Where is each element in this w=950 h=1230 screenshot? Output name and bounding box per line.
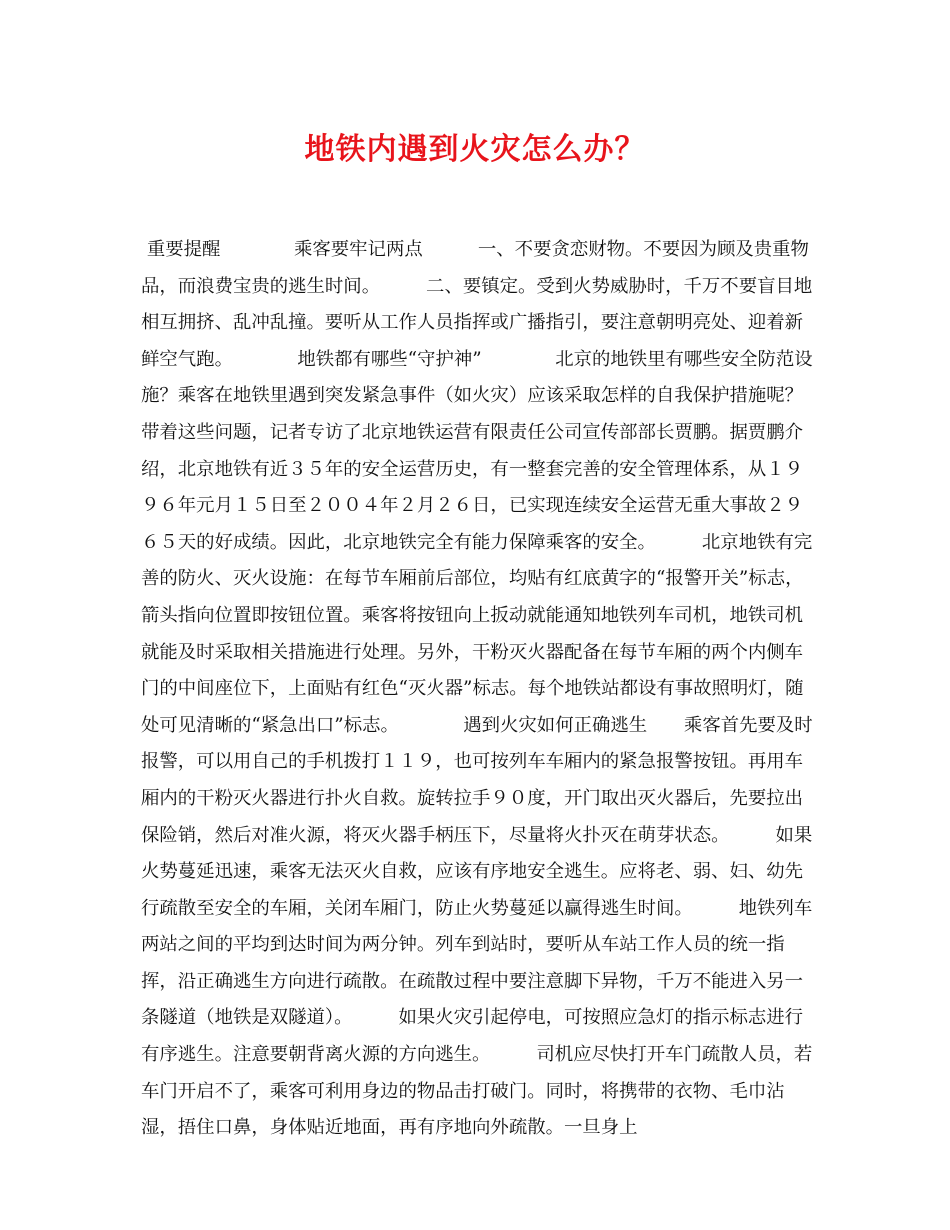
document-body: 重要提醒 乘客要牢记两点 一、不要贪恋财物。不要因为顾及贵重物品，而浪费宝贵的逃生时间。 二、要镇定。受到火势威胁时，千万不要盲目地相互拥挤、乱冲乱撞。要听从工作人员指挥或广播指引，要注意朝明亮处、迎着新鲜空气跑。 地铁都有哪些“守护神” 北京的地铁里有哪些安全防范设施？乘客在地铁里遇到突发紧急事件（如火灾）应该采取怎样的自我保护措施呢？带着这些问题，记者专访了北京地铁运营有限责任公司宣传部部长贾鹏。据贾鹏介绍，北京地铁有近３５年的安全运营历史，有一整套完善的安全管理体系，从１９９６年元月１５日至２００４年２月２６日，已实现连续安全运营无重大事故２９６５天的好成绩。因此，北京地铁完全有能力保障乘客的安全。 北京地铁有完善的防火、灭火设施：在每节车厢前后部位，均贴有红底黄字的“报警开关”标志，箭头指向位置即按钮位置。乘客将按钮向上扳动就能通知地铁列车司机，地铁司机就能及时采取相关措施进行处理。另外，干粉灭火器配备在每节车厢的两个内侧车门的中间座位下，上面贴有红色“灭火器”标志。每个地铁站都设有事故照明灯，随处可见清晰的“紧急出口”标志。 遇到火灾如何正确逃生 乘客首先要及时报警，可以用自己的手机拨打１１９，也可按列车车厢内的紧急报警按钮。再用车厢内的干粉灭火器进行扑火自救。旋转拉手９０度，开门取出灭火器后，先要拉出保险销，然后对准火源，将灭火器手柄压下，尽量将火扑灭在萌芽状态。 如果火势蔓延迅速，乘客无法灭火自救，应该有序地安全逃生。应将老、弱、妇、幼先行疏散至安全的车厢，关闭车厢门，防止火势蔓延以赢得逃生时间。 地铁列车两站之间的平均到达时间为两分钟。列车到站时，要听从车站工作人员的统一指挥，沿正确逃生方向进行疏散。在疏散过程中要注意脚下异物，千万不能进入另一条隧道（地铁是双隧道）。 如果火灾引起停电，可按照应急灯的指示标志进行有序逃生。注意要朝背离火源的方向逃生。 司机应尽快打开车门疏散人员，若车门开启不了，乘客可利用身边的物品击打破门。同时，将携带的衣物、毛巾沾湿，捂住口鼻，身体贴近地面，再有序地向外疏散。一旦身上 xyxy=(141,239,813,1139)
document-title: 地铁内遇到火灾怎么办？ xyxy=(304,132,646,167)
